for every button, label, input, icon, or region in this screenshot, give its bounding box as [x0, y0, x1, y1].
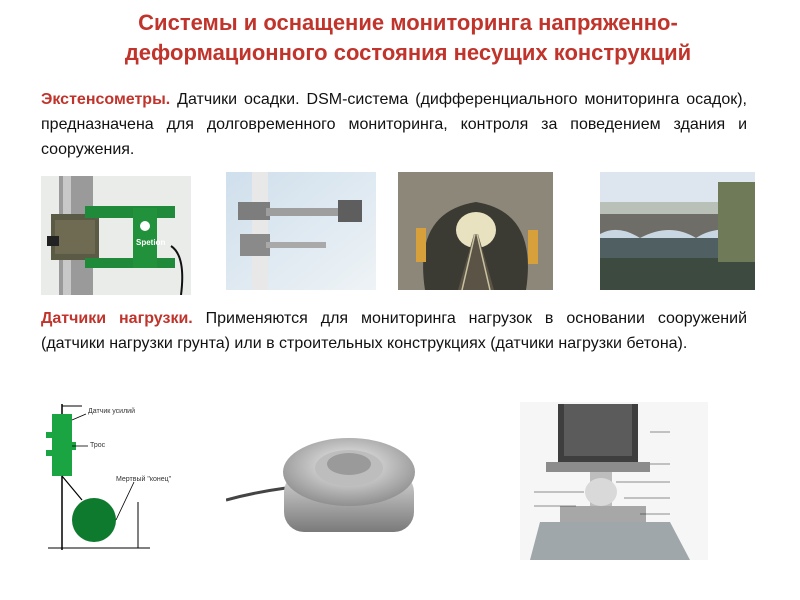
extensometers-paragraph: [41, 87, 747, 162]
cable-label: Трос: [90, 442, 106, 449]
load-sensors-text: Применяются для мониторинга нагрузок в основании сооружений (датчики нагрузки грунта) или в строительных конструкциях (датчики нагрузки бетона).: [41, 310, 748, 352]
slide-title: [58, 8, 758, 68]
load-sensors-paragraph: [41, 306, 747, 356]
load-cell-photo: [226, 412, 416, 562]
dead-end-label: Мертвый "конец": [116, 476, 172, 483]
title-line-1: Системы и оснащение мониторинга напряженно-: [138, 10, 678, 35]
displacement-sensor-photo: [226, 172, 376, 290]
extensometer-photo: [41, 176, 191, 295]
extensometers-text: Датчики осадки. DSM-система (дифференциального мониторинга осадок), предназначена для долговременного мониторинга, контроля за поведением здания и сооружения.: [41, 91, 747, 158]
extensometers-heading: Экстенсометры.: [41, 91, 171, 108]
load-sensors-heading: Датчики нагрузки.: [41, 310, 193, 327]
extensometer-brand-label: Spetion: [136, 238, 166, 247]
tunnel-photo: [398, 172, 553, 290]
load-sensor-assembly-diagram: [520, 402, 708, 560]
bridge-photo: [600, 172, 755, 290]
cable-sensor-diagram: [38, 402, 198, 552]
force-sensor-label: Датчик усилий: [88, 408, 135, 415]
title-line-2: деформационного состояния несущих конструкций: [124, 40, 692, 65]
